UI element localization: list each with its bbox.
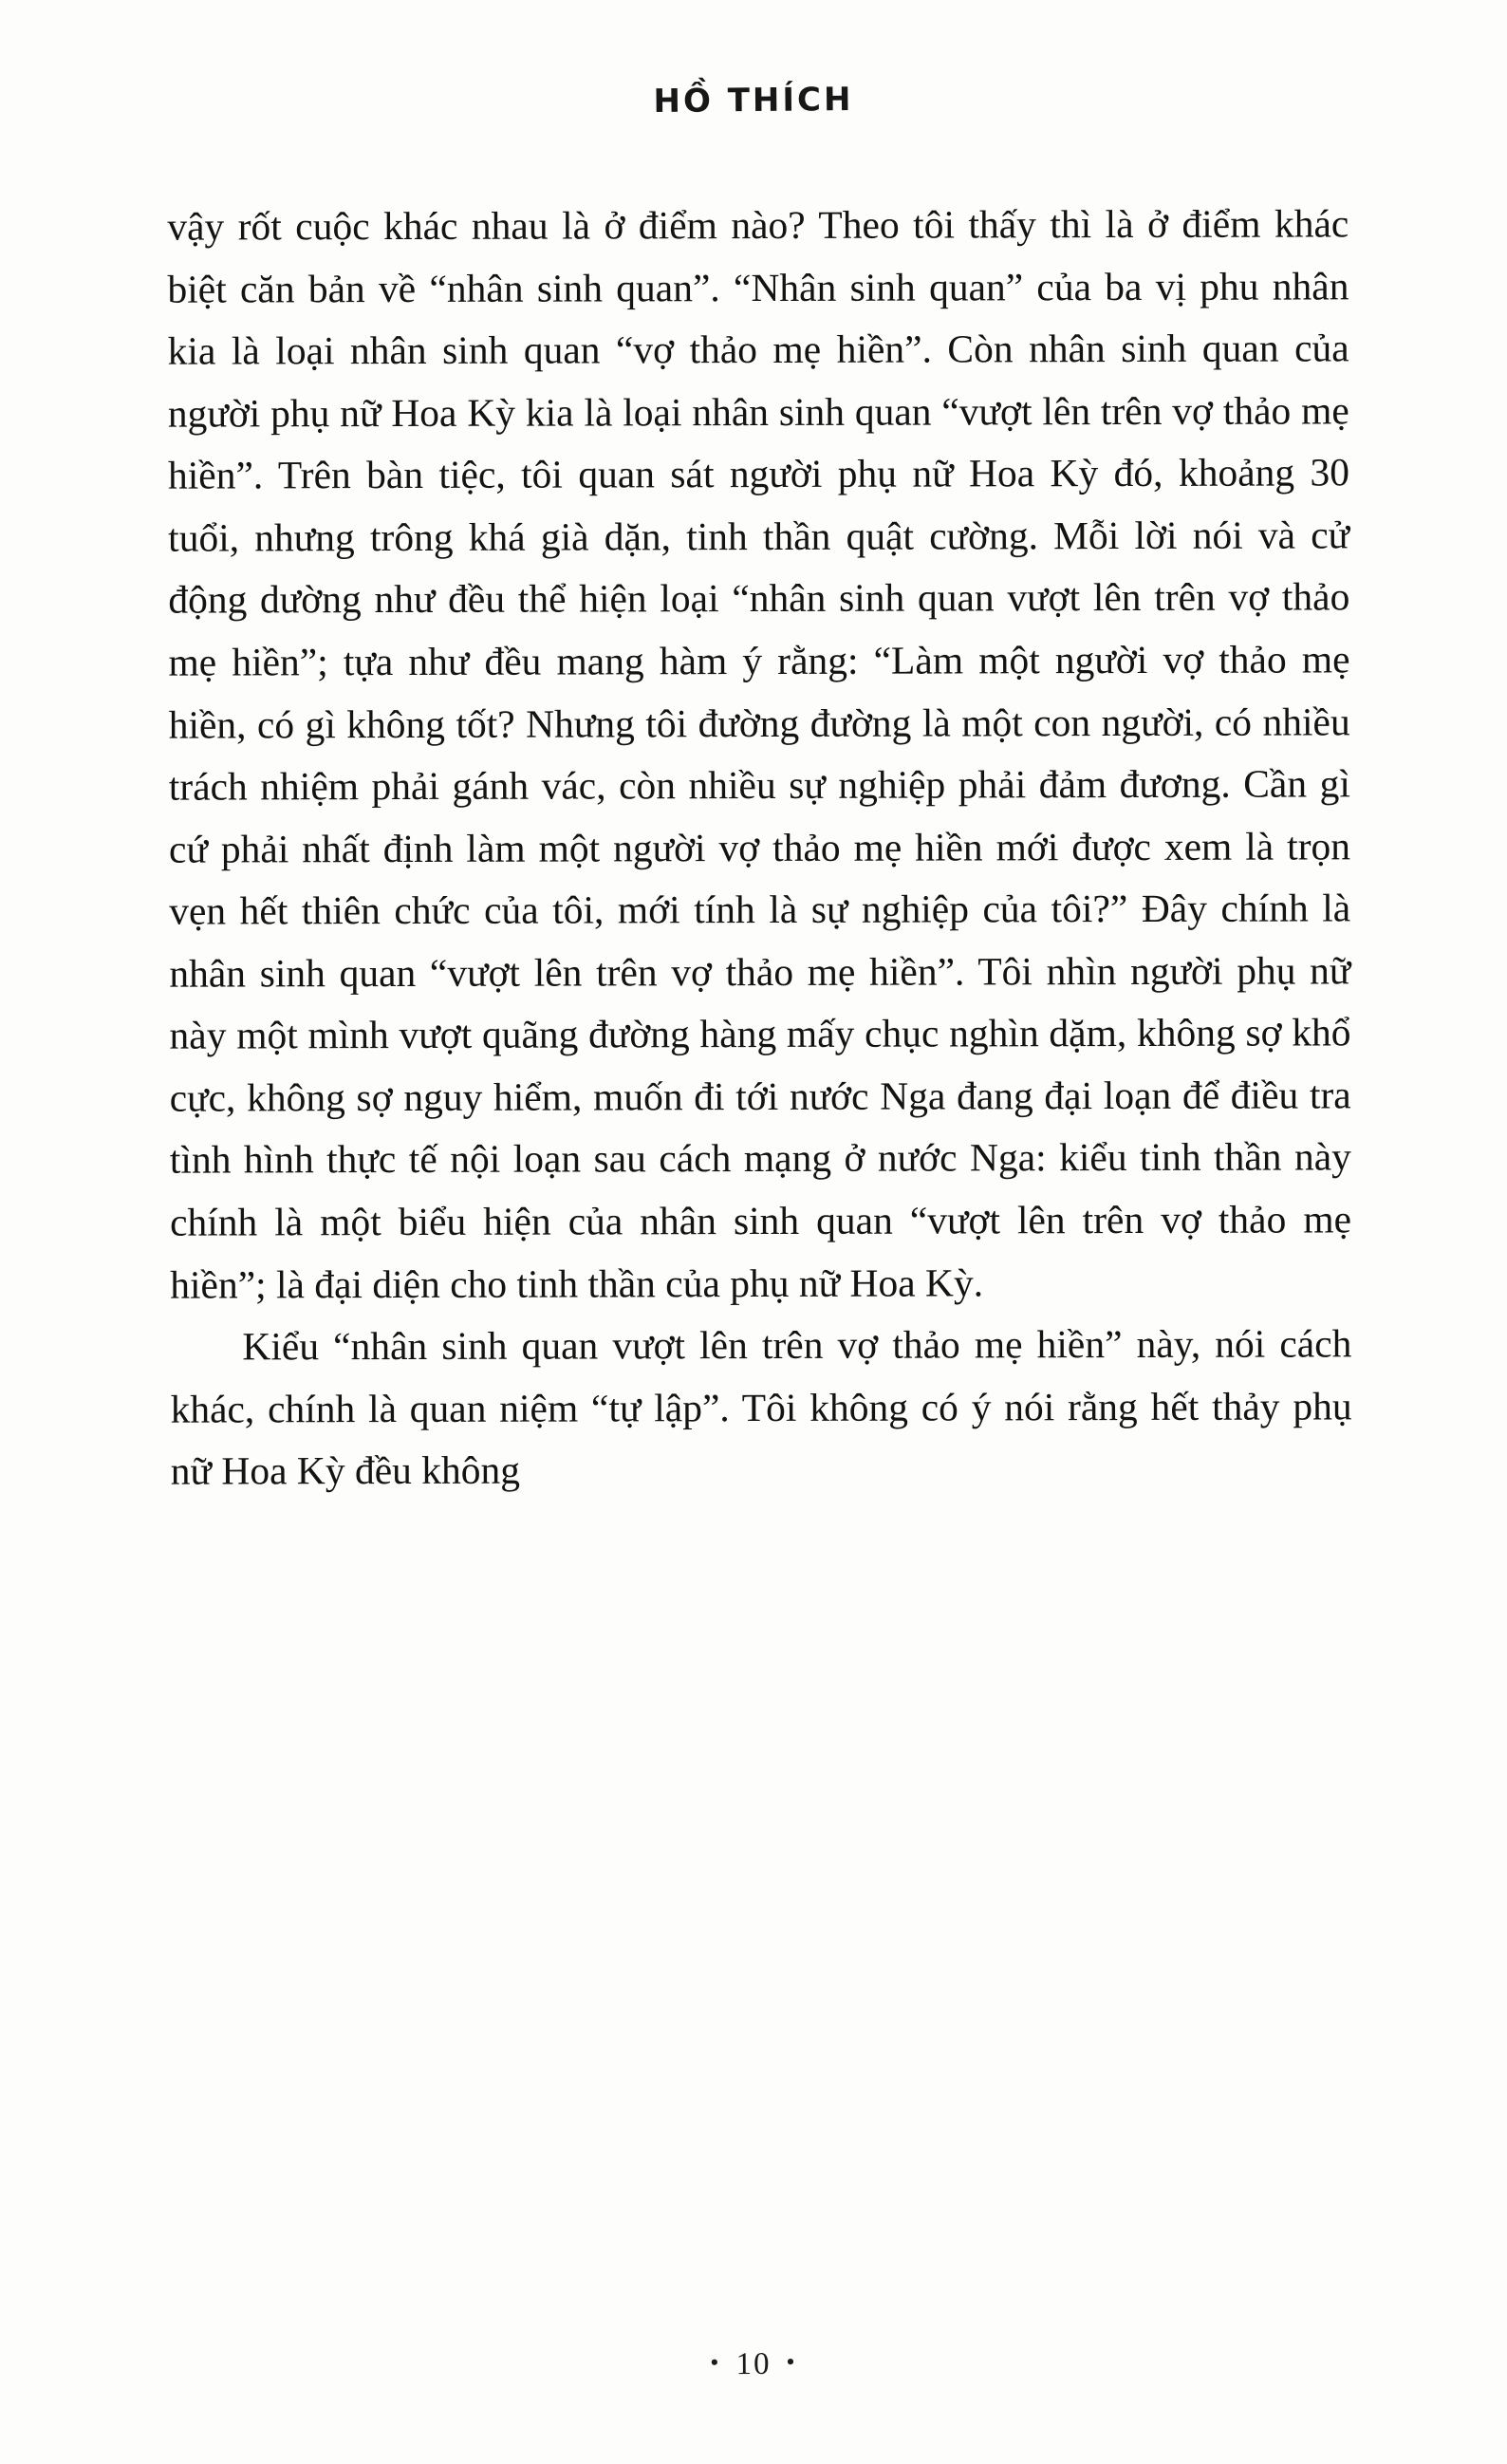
paragraph-2: Kiểu “nhân sinh quan vượt lên trên vợ thảo mẹ hiền” này, nói cách khác, chính là quan niệm “tự lập”. Tôi không có ý nói rằng hết thảy phụ nữ Hoa Kỳ đều không (170, 1321, 1352, 1493)
running-head: HỒ THÍCH (653, 80, 854, 121)
page-number: 10 (735, 2346, 772, 2382)
paragraph-1: vậy rốt cuộc khác nhau là ở điểm nào? Theo tôi thấy thì là ở điểm khác biệt căn bản về “nhân sinh quan”. “Nhân sinh quan” của ba vị phu nhân kia là loại nhân sinh quan “vợ thảo mẹ hiền”. Còn nhân sinh quan của người phụ nữ Hoa Kỳ kia là loại nhân sinh quan “vượt lên trên vợ thảo mẹ hiền”. Trên bàn tiệc, tôi quan sát người phụ nữ Hoa Kỳ đó, khoảng 30 tuổi, nhưng trông khá già dặn, tinh thần quật cường. Mỗi lời nói và cử động dường như đều thể hiện loại “nhân sinh quan vượt lên trên vợ thảo mẹ hiền”; tựa như đều mang hàm ý rằng: “Làm một người vợ thảo mẹ hiền, có gì không tốt? Nhưng tôi đường đường là một con người, có nhiều trách nhiệm phải gánh vác, còn nhiều sự nghiệp phải đảm đương. Cần gì cứ phải nhất định làm một người vợ thảo mẹ hiền mới được xem là trọn vẹn hết thiên chức của tôi, mới tính là sự nghiệp của tôi?” Đây chính là nhân sinh quan “vượt lên trên vợ thảo mẹ hiền”. Tôi nhìn người phụ nữ này một mình vượt quãng đường hàng mấy chục nghìn dặm, không sợ khổ cực, không sợ nguy hiểm, muốn đi tới nước Nga đang đại loạn để điều tra tình hình thực tế nội loạn sau cách mạng ở nước Nga: kiểu tinh thần này chính là một biểu hiện của nhân sinh quan “vượt lên trên vợ thảo mẹ hiền”; là đại diện cho tinh thần của phụ nữ Hoa Kỳ. (167, 201, 1352, 1307)
folio-dot-left: • (710, 2348, 721, 2377)
folio-dot-right: • (786, 2347, 797, 2376)
page-folio (0, 2342, 1507, 2387)
page-body (167, 193, 1352, 1503)
